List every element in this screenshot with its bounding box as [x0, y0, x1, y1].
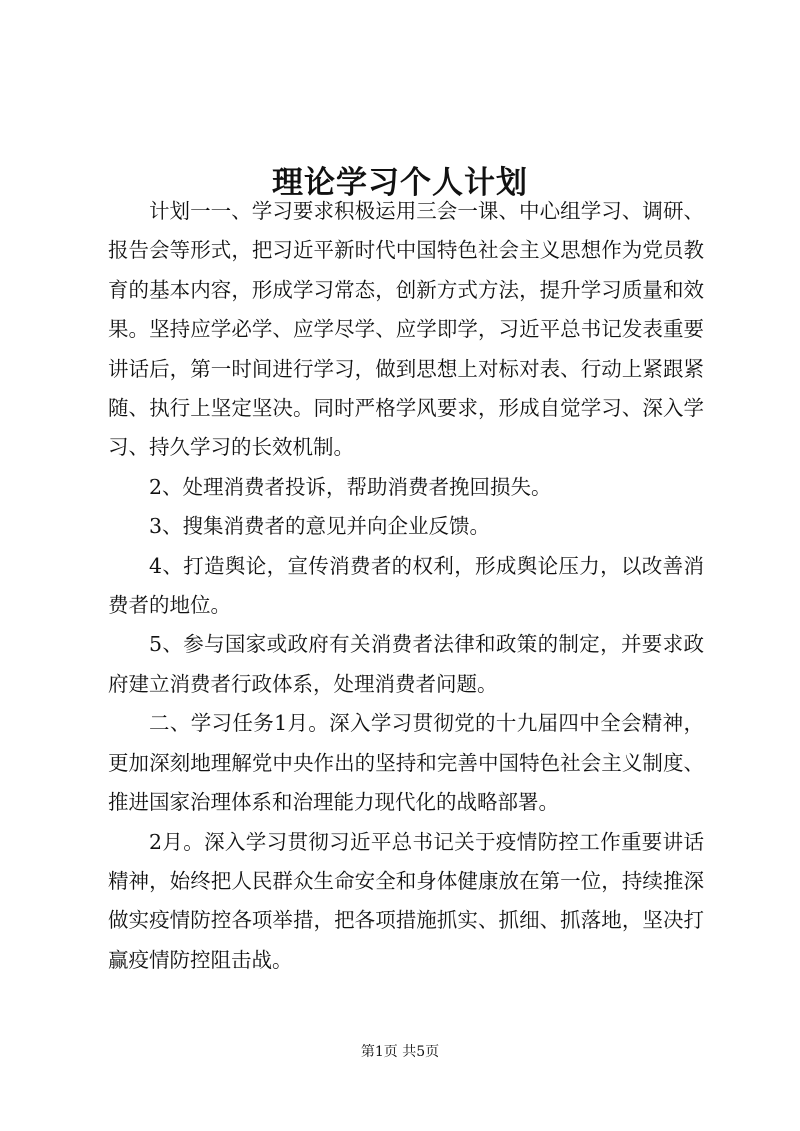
paragraph-item-5: 5、参与国家或政府有关消费者法律和政策的制定，并要求政府建立消费者行政体系，处理消费者问题。: [108, 632, 704, 696]
paragraph-study-requirements: 计划一一、学习要求积极运用三会一课、中心组学习、调研、报告会等形式，把习近平新时代中国特色社会主义思想作为党员教育的基本内容，形成学习常态，创新方式方法，提升学习质量和效果。坚持应学必学、应学尽学、应学即学，习近平总书记发表重要讲话后，第一时间进行学习，做到思想上对标对表、行动上紧跟紧随、执行上坚定坚决。同时严格学风要求，形成自觉学习、深入学习、持久学习的长效机制。: [108, 199, 704, 460]
page-number-footer: 第1页 共5页: [360, 1044, 440, 1060]
paragraph-item-2: 2、处理消费者投诉，帮助消费者挽回损失。: [149, 474, 552, 499]
paragraph-study-tasks-january: 二、学习任务1月。深入学习贯彻党的十九届四中全会精神，更加深刻地理解党中央作出的坚持和完善中国特色社会主义制度、推进国家治理体系和治理能力现代化的战略部署。: [108, 711, 704, 815]
paragraph-item-3: 3、搜集消费者的意见并向企业反馈。: [149, 514, 491, 539]
paragraph-item-4: 4、打造舆论，宣传消费者的权利，形成舆论压力，以改善消费者的地位。: [108, 553, 704, 618]
document-title: 理论学习个人计划: [272, 164, 528, 201]
paragraph-february: 2月。深入学习贯彻习近平总书记关于疫情防控工作重要讲话精神，始终把人民群众生命安全和身体健康放在第一位，持续推深做实疫情防控各项举措，把各项措施抓实、抓细、抓落地，坚决打赢疫情防控阻击战。: [108, 829, 704, 972]
document-body: [108, 192, 704, 980]
